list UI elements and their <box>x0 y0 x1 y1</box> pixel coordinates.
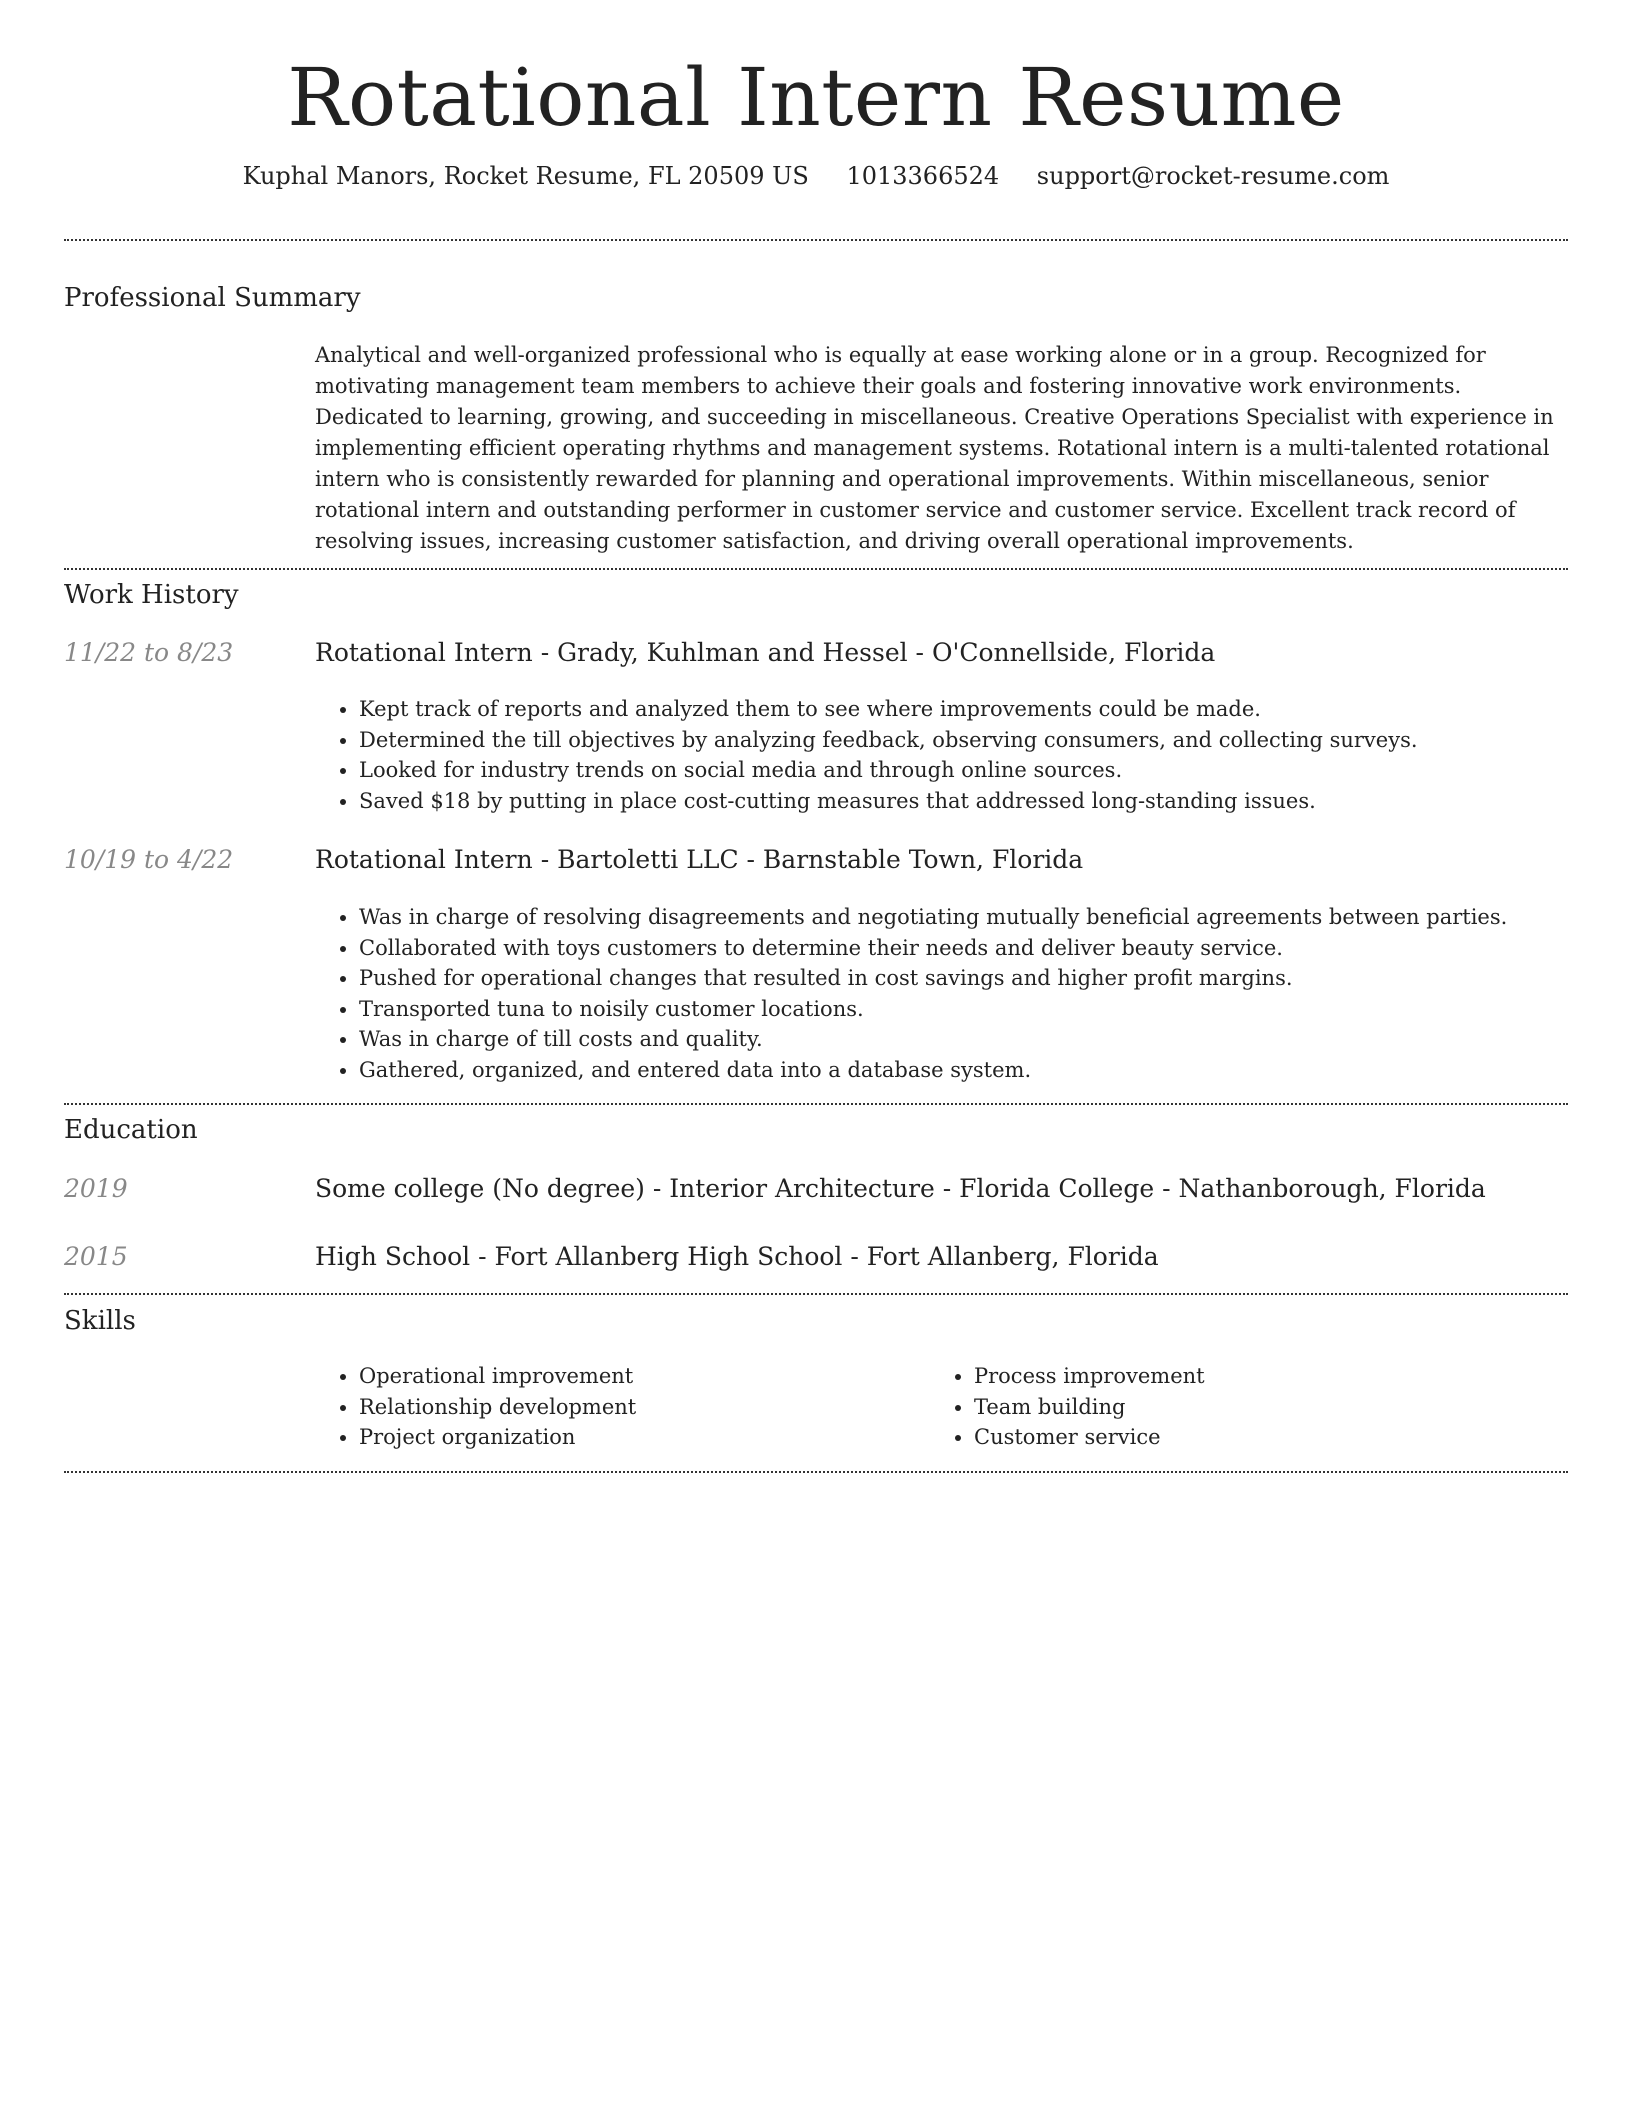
divider <box>64 1103 1568 1105</box>
edu-year: 2019 <box>64 1174 128 1203</box>
list-item: • Was in charge of till costs and quality. <box>359 1024 1612 1055</box>
divider <box>64 1471 1568 1473</box>
job-bullets <box>315 902 1612 1085</box>
job-employer: - Grady, Kuhlman and Hessel - O'Connellside, Florida <box>532 638 1216 667</box>
job-bullets <box>315 694 1612 816</box>
job-employer: - Bartoletti LLC - Barnstable Town, Florida <box>532 845 1084 874</box>
skills-list-left <box>315 1361 919 1453</box>
skill-item: • Relationship development <box>359 1392 919 1423</box>
edu-degree: Some college (No degree) - Interior Architecture <box>315 1174 935 1203</box>
skills-list-right <box>930 1361 1574 1453</box>
list-item: • Looked for industry trends on social media and through online sources. <box>359 755 1612 786</box>
job-dates: 11/22 to 8/23 <box>64 638 234 667</box>
edu-school: - Fort Allanberg High School - Fort Allanberg, Florida <box>470 1242 1159 1271</box>
section-title-education: Education <box>64 1115 198 1145</box>
contact-line <box>0 162 1632 190</box>
edu-degree: High School <box>315 1242 471 1271</box>
list-item: • Was in charge of resolving disagreements and negotiating mutually beneficial agreements between parties. <box>359 902 1612 933</box>
edu-entry <box>315 1242 1159 1271</box>
phone: 1013366524 <box>846 162 1000 190</box>
summary-text: Analytical and well-organized professional who is equally at ease working alone or in a group. Recognized for motivating management team members to achieve their goals and fostering innovative work environments. Dedicated to learning, growing, and succeeding in miscellaneous. Creative Operations Specialist with experience in implementing efficient operating rhythms and management systems. Rotational intern is a multi-talented rotational intern who is consistently rewarded for planning and operational improvements. Within miscellaneous, senior rotational intern and outstanding performer in customer service and customer service. Excellent track record of resolving issues, increasing customer satisfaction, and driving overall operational improvements. <box>315 343 1554 553</box>
section-title-summary: Professional Summary <box>64 283 361 313</box>
list-item: • Gathered, organized, and entered data into a database system. <box>359 1055 1612 1086</box>
list-item: • Collaborated with toys customers to determine their needs and deliver beauty service. <box>359 933 1612 964</box>
skill-item: • Process improvement <box>974 1361 1574 1392</box>
divider <box>64 568 1568 570</box>
edu-school: - Florida College - Nathanborough, Florida <box>934 1174 1486 1203</box>
resume-title: Rotational Intern Resume <box>287 51 1345 144</box>
list-item: • Kept track of reports and analyzed them to see where improvements could be made. <box>359 694 1612 725</box>
list-item: • Determined the till objectives by analyzing feedback, observing consumers, and collecting surveys. <box>359 725 1612 756</box>
address: Kuphal Manors, Rocket Resume, FL 20509 US <box>242 162 809 190</box>
list-item: • Transported tuna to noisily customer locations. <box>359 994 1612 1025</box>
job-role: Rotational Intern <box>315 638 533 667</box>
list-item: • Saved $18 by putting in place cost-cutting measures that addressed long-standing issues. <box>359 786 1612 817</box>
divider <box>64 1293 1568 1295</box>
job-title <box>315 638 1215 667</box>
skill-item: • Customer service <box>974 1422 1574 1453</box>
edu-entry <box>315 1174 1486 1203</box>
job-dates: 10/19 to 4/22 <box>64 845 234 874</box>
edu-year: 2015 <box>64 1242 128 1271</box>
list-item: • Pushed for operational changes that resulted in cost savings and higher profit margins. <box>359 963 1612 994</box>
email[interactable]: support@rocket-resume.com <box>1036 162 1390 190</box>
job-title <box>315 845 1083 874</box>
skill-item: • Operational improvement <box>359 1361 919 1392</box>
divider <box>64 239 1568 241</box>
skill-item: • Team building <box>974 1392 1574 1423</box>
section-title-work: Work History <box>64 580 239 610</box>
section-title-skills: Skills <box>64 1306 136 1336</box>
job-role: Rotational Intern <box>315 845 533 874</box>
skill-item: • Project organization <box>359 1422 919 1453</box>
